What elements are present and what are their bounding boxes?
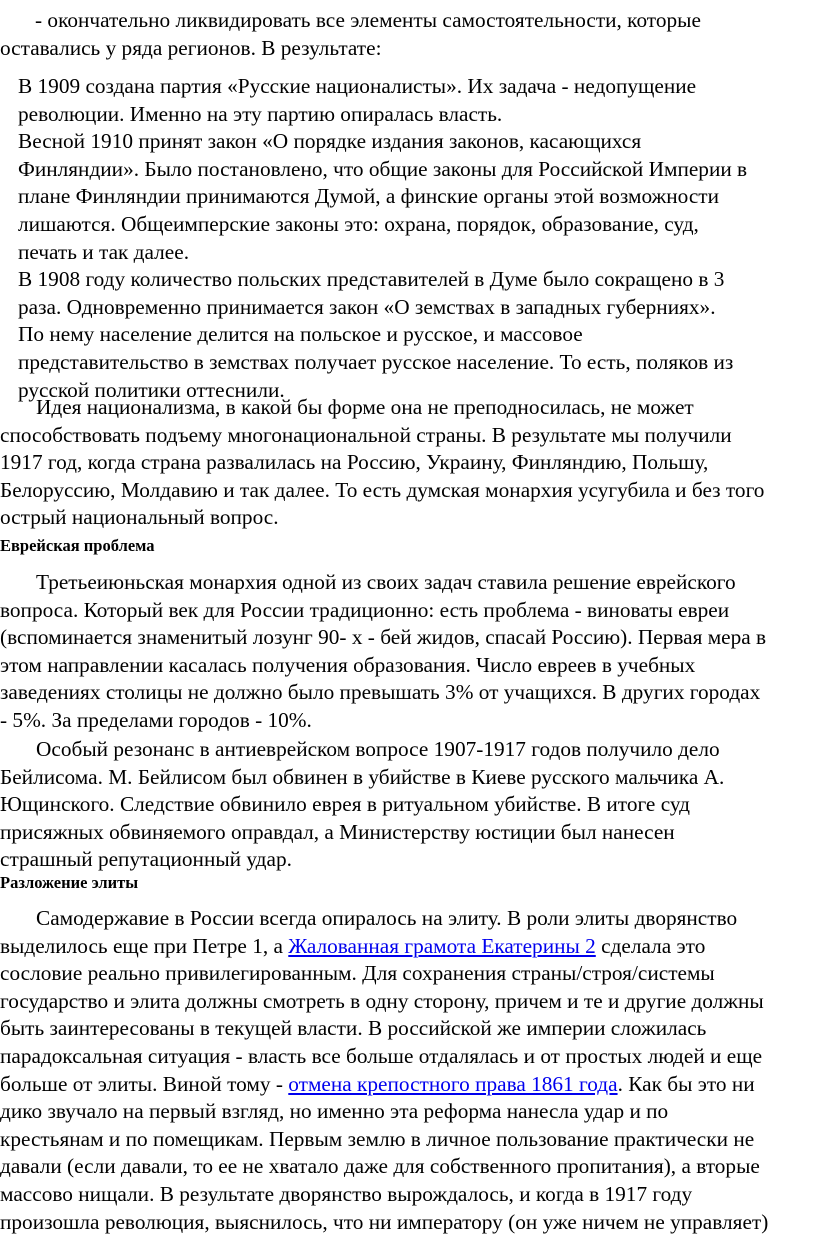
intro-line-2: оставались у ряда регионов. В результате: (0, 35, 382, 60)
paragraph-line: - 5%. За пределами городов - 10%. (0, 707, 312, 732)
paragraph-line: Бейлисома. М. Бейлисом был обвинен в убийстве в Киеве русского мальчика А. (0, 764, 725, 789)
paragraph-line: крестьянам и по помещикам. Первым землю в личное пользование практически не (0, 1126, 755, 1151)
paragraph-line: (вспоминается знаменитый лозунг 90- х - бей жидов, спасай Россию). Первая мера в (0, 625, 767, 650)
paragraph-line: способствовать подъему многонациональной страны. В результате мы получили (0, 422, 732, 447)
paragraph-text: сделала это (595, 933, 706, 958)
paragraph-line: парадоксальная ситуация - власть все больше отдалялась и от простых людей и еще (0, 1043, 763, 1068)
block-line: Финляндии». Было постановлено, что общие законы для Российской Империи в (18, 156, 748, 181)
charter-catherine-link[interactable]: Жалованная грамота Екатерины 2 (288, 933, 596, 958)
section-heading-jewish: Еврейская проблема (0, 536, 155, 555)
elite-paragraph (0, 905, 768, 1236)
block-line: Весной 1910 принят закон «О порядке издания законов, касающихся (18, 129, 642, 154)
paragraph-line: Белоруссию, Молдавию и так далее. То есть думская монархия усугубила и без того (0, 477, 765, 502)
block-line: лишаются. Общеимперские законы это: охрана, порядок, образование, суд, (18, 211, 699, 236)
paragraph-line: сословие реально привилегированным. Для сохранения страны/строя/системы (0, 961, 715, 986)
paragraph-line: заведениях столицы не должно было превышать 3% от учащихся. В других городах (0, 680, 761, 705)
block-line: По нему население делится на польское и русское, и массовое (18, 322, 583, 347)
paragraph-line: Третьеиюньская монархия одной из своих задач ставила решение еврейского (36, 570, 736, 594)
paragraph-line: дико звучало на первый взгляд, но именно эта реформа нанесла удар и по (0, 1099, 669, 1124)
intro-line-1: - окончательно ликвидировать все элементы самостоятельности, которые (35, 8, 701, 32)
paragraph-line: этом направлении касалась получения образования. Число евреев в учебных (0, 652, 696, 677)
paragraph-line: Самодержавие в России всегда опиралось на элиту. В роли элиты дворянство (36, 906, 738, 930)
paragraph-line: Ющинского. Следствие обвинило еврея в ритуальном убийстве. В итоге суд (0, 792, 691, 817)
nationalism-paragraph (0, 394, 764, 532)
paragraph-line: присяжных обвиняемого оправдал, а Министерству юстиции был нанесен (0, 819, 675, 844)
block-line: представительство в земствах получает русское население. То есть, поляков из (18, 349, 734, 374)
paragraph-line: государство и элита должны смотреть в одну сторону, причем и те и другие должны (0, 988, 764, 1013)
paragraph-line: массово нищали. В результате дворянство вырождалось, и когда в 1917 году (0, 1181, 693, 1206)
block-line: плане Финляндии принимаются Думой, а финские органы этой возможности (18, 184, 720, 209)
serfdom-abolition-link[interactable]: отмена крепостного права 1861 года (288, 1071, 618, 1096)
paragraph-text: выделилось еще при Петре 1, а (0, 933, 289, 958)
jewish-paragraph-1 (0, 569, 766, 735)
block-line: русской политики оттеснили. (18, 377, 285, 402)
block-line: печать и так далее. (18, 239, 190, 264)
block-line: раза. Одновременно принимается закон «О земствах в западных губерниях». (18, 294, 716, 319)
paragraph-line: Идея национализма, в какой бы форме она не преподносилась, не может (36, 395, 694, 419)
paragraph-line: 1917 год, когда страна развалилась на Россию, Украину, Финляндию, Польшу, (0, 450, 709, 475)
paragraph-line: быть заинтересованы в текущей власти. В российской же империи сложилась (0, 1016, 707, 1041)
paragraph-line: острый национальный вопрос. (0, 505, 279, 530)
section-heading-elite: Разложение элиты (0, 873, 139, 892)
jewish-paragraph-2 (0, 736, 724, 874)
intro-paragraph (0, 7, 701, 62)
paragraph-line: произошла революция, выяснилось, что ни императору (он уже ничем не управляет) (0, 1209, 769, 1234)
indented-block (18, 73, 747, 404)
paragraph-line (0, 933, 768, 961)
paragraph-line: Особый резонанс в антиеврейском вопросе 1907-1917 годов получило дело (36, 737, 720, 761)
paragraph-text: больше от элиты. Виной тому - (0, 1071, 289, 1096)
paragraph-line: страшный репутационный удар. (0, 847, 292, 872)
block-line: революции. Именно на эту партию опиралась власть. (18, 101, 503, 126)
block-line: В 1909 создана партия «Русские националисты». Их задача - недопущение (18, 74, 697, 98)
block-line: В 1908 году количество польских представителей в Думе было сокращено в 3 (18, 267, 725, 292)
paragraph-line: вопроса. Который век для России традиционно: есть проблема - виноваты евреи (0, 597, 730, 622)
paragraph-line (0, 1071, 768, 1099)
paragraph-line: давали (если давали, то ее не хватало даже для собственного пропитания), а вторые (0, 1154, 760, 1179)
paragraph-text: . Как бы это ни (617, 1071, 755, 1096)
